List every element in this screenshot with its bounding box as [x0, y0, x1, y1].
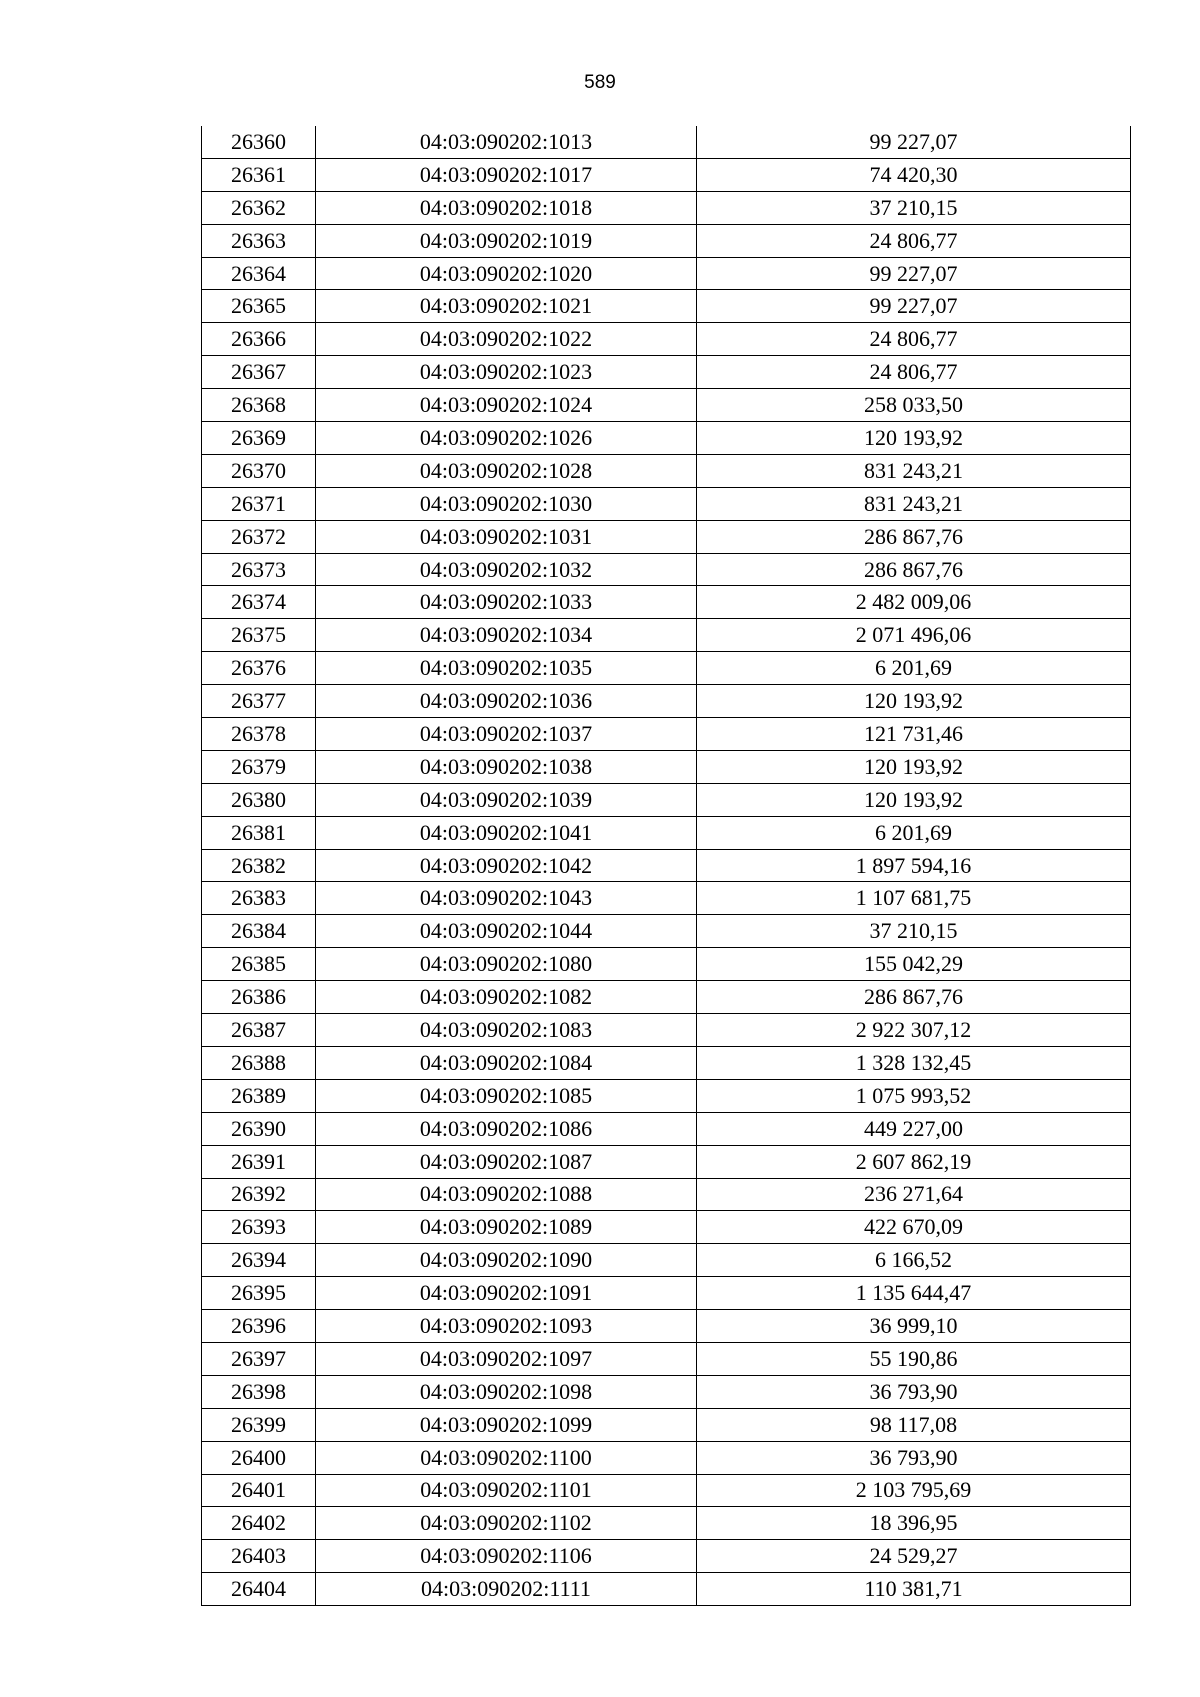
row-number-cell: 26379 [202, 750, 316, 783]
cadastral-number-cell: 04:03:090202:1106 [316, 1540, 697, 1573]
cadastral-number-cell: 04:03:090202:1101 [316, 1474, 697, 1507]
row-number-cell: 26361 [202, 158, 316, 191]
value-cell: 1 897 594,16 [697, 849, 1131, 882]
row-number-cell: 26380 [202, 783, 316, 816]
value-cell: 449 227,00 [697, 1112, 1131, 1145]
row-number-cell: 26404 [202, 1573, 316, 1606]
value-cell: 831 243,21 [697, 454, 1131, 487]
value-cell: 120 193,92 [697, 783, 1131, 816]
value-cell: 99 227,07 [697, 290, 1131, 323]
row-number-cell: 26386 [202, 981, 316, 1014]
row-number-cell: 26401 [202, 1474, 316, 1507]
row-number-cell: 26365 [202, 290, 316, 323]
table-row [202, 1244, 1131, 1277]
table-row [202, 1441, 1131, 1474]
cadastral-number-cell: 04:03:090202:1043 [316, 882, 697, 915]
cadastral-number-cell: 04:03:090202:1089 [316, 1211, 697, 1244]
row-number-cell: 26399 [202, 1408, 316, 1441]
cadastral-number-cell: 04:03:090202:1099 [316, 1408, 697, 1441]
row-number-cell: 26364 [202, 257, 316, 290]
value-cell: 37 210,15 [697, 915, 1131, 948]
table-row [202, 356, 1131, 389]
value-cell: 24 806,77 [697, 323, 1131, 356]
table-row [202, 652, 1131, 685]
table-row [202, 422, 1131, 455]
table-row [202, 586, 1131, 619]
value-cell: 36 999,10 [697, 1310, 1131, 1343]
value-cell: 1 135 644,47 [697, 1277, 1131, 1310]
table-row [202, 1408, 1131, 1441]
cadastral-number-cell: 04:03:090202:1038 [316, 750, 697, 783]
value-cell: 24 806,77 [697, 356, 1131, 389]
row-number-cell: 26374 [202, 586, 316, 619]
row-number-cell: 26384 [202, 915, 316, 948]
table-row [202, 454, 1131, 487]
cadastral-table [201, 126, 1131, 1606]
cadastral-number-cell: 04:03:090202:1032 [316, 553, 697, 586]
cadastral-number-cell: 04:03:090202:1013 [316, 126, 697, 158]
table-row [202, 1540, 1131, 1573]
value-cell: 24 529,27 [697, 1540, 1131, 1573]
cadastral-number-cell: 04:03:090202:1023 [316, 356, 697, 389]
row-number-cell: 26383 [202, 882, 316, 915]
value-cell: 236 271,64 [697, 1178, 1131, 1211]
table-row [202, 1211, 1131, 1244]
row-number-cell: 26369 [202, 422, 316, 455]
table-row [202, 1310, 1131, 1343]
table-body [202, 126, 1131, 1606]
cadastral-number-cell: 04:03:090202:1030 [316, 487, 697, 520]
table-row [202, 1112, 1131, 1145]
row-number-cell: 26389 [202, 1079, 316, 1112]
table-row [202, 981, 1131, 1014]
table-row [202, 1145, 1131, 1178]
cadastral-number-cell: 04:03:090202:1036 [316, 685, 697, 718]
page-number: 589 [584, 72, 616, 93]
cadastral-number-cell: 04:03:090202:1018 [316, 191, 697, 224]
value-cell: 37 210,15 [697, 191, 1131, 224]
row-number-cell: 26381 [202, 816, 316, 849]
table-row [202, 718, 1131, 751]
cadastral-number-cell: 04:03:090202:1087 [316, 1145, 697, 1178]
value-cell: 74 420,30 [697, 158, 1131, 191]
row-number-cell: 26368 [202, 389, 316, 422]
cadastral-number-cell: 04:03:090202:1080 [316, 948, 697, 981]
cadastral-number-cell: 04:03:090202:1100 [316, 1441, 697, 1474]
table-row [202, 1277, 1131, 1310]
cadastral-number-cell: 04:03:090202:1021 [316, 290, 697, 323]
row-number-cell: 26373 [202, 553, 316, 586]
row-number-cell: 26398 [202, 1375, 316, 1408]
cadastral-number-cell: 04:03:090202:1034 [316, 619, 697, 652]
value-cell: 99 227,07 [697, 257, 1131, 290]
value-cell: 36 793,90 [697, 1375, 1131, 1408]
value-cell: 55 190,86 [697, 1342, 1131, 1375]
cadastral-number-cell: 04:03:090202:1102 [316, 1507, 697, 1540]
cadastral-number-cell: 04:03:090202:1031 [316, 520, 697, 553]
row-number-cell: 26363 [202, 224, 316, 257]
cadastral-number-cell: 04:03:090202:1098 [316, 1375, 697, 1408]
row-number-cell: 26371 [202, 487, 316, 520]
row-number-cell: 26403 [202, 1540, 316, 1573]
table-row [202, 783, 1131, 816]
value-cell: 422 670,09 [697, 1211, 1131, 1244]
value-cell: 2 103 795,69 [697, 1474, 1131, 1507]
table-row [202, 323, 1131, 356]
row-number-cell: 26375 [202, 619, 316, 652]
row-number-cell: 26393 [202, 1211, 316, 1244]
table-row [202, 1375, 1131, 1408]
cadastral-number-cell: 04:03:090202:1082 [316, 981, 697, 1014]
value-cell: 120 193,92 [697, 422, 1131, 455]
value-cell: 1 075 993,52 [697, 1079, 1131, 1112]
table-row [202, 224, 1131, 257]
value-cell: 120 193,92 [697, 750, 1131, 783]
cadastral-number-cell: 04:03:090202:1028 [316, 454, 697, 487]
row-number-cell: 26385 [202, 948, 316, 981]
value-cell: 121 731,46 [697, 718, 1131, 751]
row-number-cell: 26362 [202, 191, 316, 224]
cadastral-number-cell: 04:03:090202:1033 [316, 586, 697, 619]
cadastral-number-cell: 04:03:090202:1019 [316, 224, 697, 257]
cadastral-number-cell: 04:03:090202:1022 [316, 323, 697, 356]
value-cell: 6 201,69 [697, 652, 1131, 685]
cadastral-number-cell: 04:03:090202:1097 [316, 1342, 697, 1375]
table-row [202, 619, 1131, 652]
value-cell: 6 201,69 [697, 816, 1131, 849]
cadastral-number-cell: 04:03:090202:1093 [316, 1310, 697, 1343]
table-row [202, 816, 1131, 849]
row-number-cell: 26390 [202, 1112, 316, 1145]
cadastral-number-cell: 04:03:090202:1037 [316, 718, 697, 751]
table-row [202, 1079, 1131, 1112]
table-row [202, 882, 1131, 915]
value-cell: 2 482 009,06 [697, 586, 1131, 619]
table-row [202, 948, 1131, 981]
table-row [202, 915, 1131, 948]
value-cell: 110 381,71 [697, 1573, 1131, 1606]
row-number-cell: 26360 [202, 126, 316, 158]
row-number-cell: 26382 [202, 849, 316, 882]
value-cell: 24 806,77 [697, 224, 1131, 257]
value-cell: 120 193,92 [697, 685, 1131, 718]
row-number-cell: 26395 [202, 1277, 316, 1310]
value-cell: 6 166,52 [697, 1244, 1131, 1277]
cadastral-number-cell: 04:03:090202:1020 [316, 257, 697, 290]
table-row [202, 553, 1131, 586]
cadastral-number-cell: 04:03:090202:1026 [316, 422, 697, 455]
value-cell: 2 922 307,12 [697, 1014, 1131, 1047]
row-number-cell: 26366 [202, 323, 316, 356]
row-number-cell: 26372 [202, 520, 316, 553]
cadastral-number-cell: 04:03:090202:1111 [316, 1573, 697, 1606]
value-cell: 286 867,76 [697, 553, 1131, 586]
table-row [202, 1573, 1131, 1606]
cadastral-number-cell: 04:03:090202:1041 [316, 816, 697, 849]
row-number-cell: 26370 [202, 454, 316, 487]
row-number-cell: 26391 [202, 1145, 316, 1178]
cadastral-number-cell: 04:03:090202:1042 [316, 849, 697, 882]
cadastral-number-cell: 04:03:090202:1088 [316, 1178, 697, 1211]
table-row [202, 290, 1131, 323]
value-cell: 155 042,29 [697, 948, 1131, 981]
table-row [202, 1178, 1131, 1211]
row-number-cell: 26392 [202, 1178, 316, 1211]
table-row [202, 520, 1131, 553]
table-row [202, 750, 1131, 783]
row-number-cell: 26402 [202, 1507, 316, 1540]
row-number-cell: 26377 [202, 685, 316, 718]
table-row [202, 257, 1131, 290]
cadastral-number-cell: 04:03:090202:1084 [316, 1046, 697, 1079]
row-number-cell: 26367 [202, 356, 316, 389]
table-row [202, 1474, 1131, 1507]
cadastral-number-cell: 04:03:090202:1044 [316, 915, 697, 948]
value-cell: 1 328 132,45 [697, 1046, 1131, 1079]
cadastral-number-cell: 04:03:090202:1083 [316, 1014, 697, 1047]
value-cell: 36 793,90 [697, 1441, 1131, 1474]
value-cell: 99 227,07 [697, 126, 1131, 158]
table-row [202, 685, 1131, 718]
table-row [202, 849, 1131, 882]
cadastral-number-cell: 04:03:090202:1035 [316, 652, 697, 685]
value-cell: 286 867,76 [697, 520, 1131, 553]
value-cell: 2 071 496,06 [697, 619, 1131, 652]
cadastral-number-cell: 04:03:090202:1085 [316, 1079, 697, 1112]
row-number-cell: 26397 [202, 1342, 316, 1375]
table-row [202, 1046, 1131, 1079]
row-number-cell: 26387 [202, 1014, 316, 1047]
row-number-cell: 26376 [202, 652, 316, 685]
row-number-cell: 26378 [202, 718, 316, 751]
table-row [202, 1014, 1131, 1047]
table-row [202, 487, 1131, 520]
value-cell: 18 396,95 [697, 1507, 1131, 1540]
table-row [202, 191, 1131, 224]
value-cell: 98 117,08 [697, 1408, 1131, 1441]
cadastral-number-cell: 04:03:090202:1017 [316, 158, 697, 191]
cadastral-number-cell: 04:03:090202:1039 [316, 783, 697, 816]
value-cell: 831 243,21 [697, 487, 1131, 520]
value-cell: 286 867,76 [697, 981, 1131, 1014]
value-cell: 1 107 681,75 [697, 882, 1131, 915]
row-number-cell: 26396 [202, 1310, 316, 1343]
row-number-cell: 26394 [202, 1244, 316, 1277]
row-number-cell: 26400 [202, 1441, 316, 1474]
value-cell: 258 033,50 [697, 389, 1131, 422]
table-row [202, 389, 1131, 422]
table-row [202, 1342, 1131, 1375]
cadastral-number-cell: 04:03:090202:1091 [316, 1277, 697, 1310]
cadastral-number-cell: 04:03:090202:1090 [316, 1244, 697, 1277]
table-row [202, 126, 1131, 158]
value-cell: 2 607 862,19 [697, 1145, 1131, 1178]
table-row [202, 1507, 1131, 1540]
cadastral-number-cell: 04:03:090202:1086 [316, 1112, 697, 1145]
table-row [202, 158, 1131, 191]
row-number-cell: 26388 [202, 1046, 316, 1079]
cadastral-number-cell: 04:03:090202:1024 [316, 389, 697, 422]
